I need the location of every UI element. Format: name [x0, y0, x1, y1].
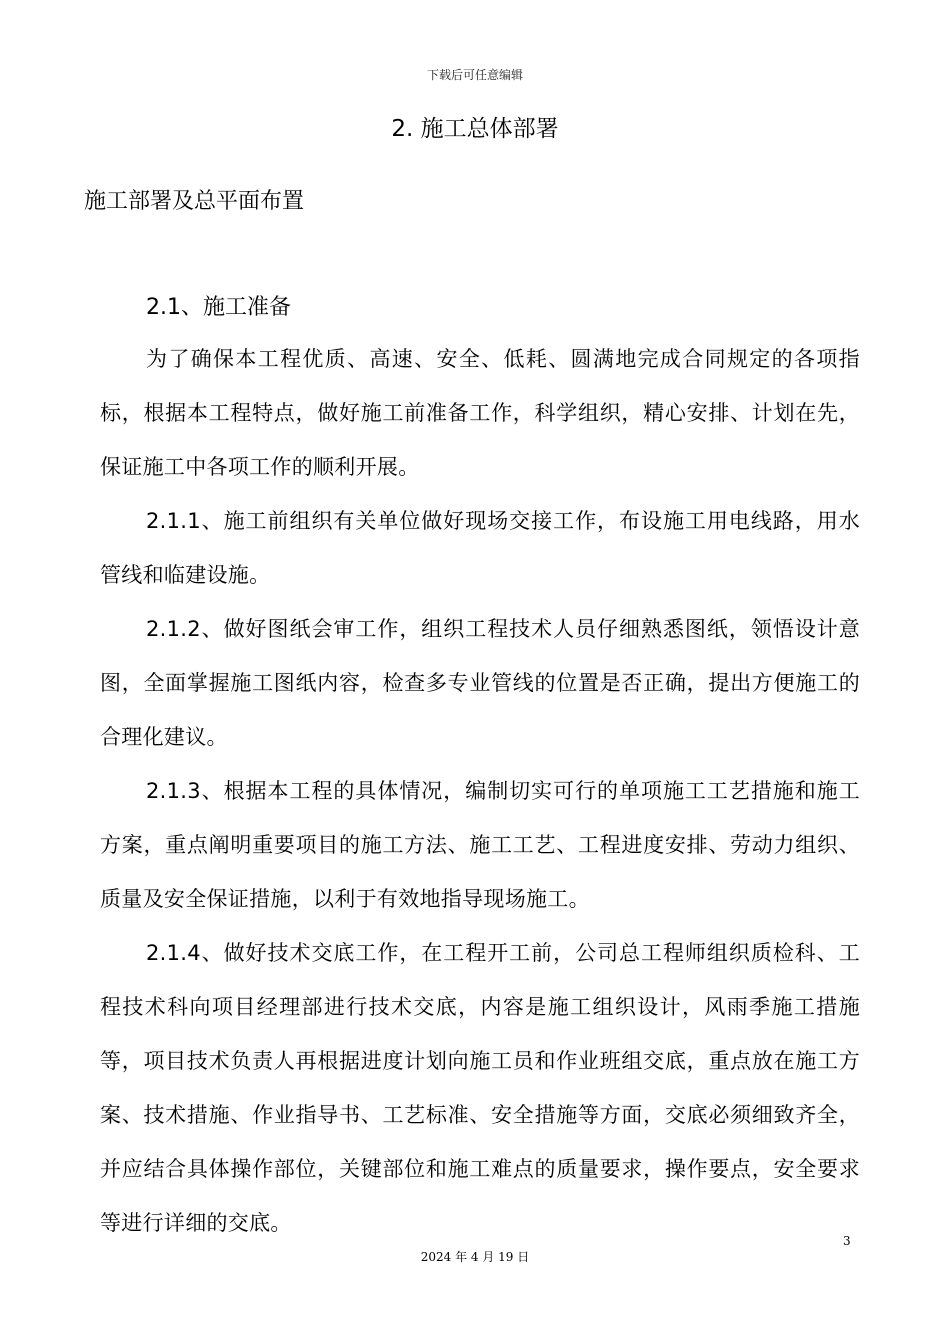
paragraph-2-1-4: 2.1.4、做好技术交底工作，在工程开工前，公司总工程师组织质检科、工程技术科向项目经理部进行技术交底，内容是施工组织设计，风雨季施工措施等，项目技术负责人再根据进度计划向施工员和作业班组交底，重点放在施工方案、技术措施、作业指导书、工艺标准、安全措施等方面，交底必须细致齐全，并应结合具体操作部位，关键部位和施工难点的质量要求，操作要点，安全要求等进行详细的交底。 [100, 941, 860, 1235]
footer-date: 2024 年 4 月 19 日 [420, 1250, 530, 1264]
sub-heading: 2.1、施工准备 [146, 295, 291, 320]
paragraph-2-1-3: 2.1.3、根据本工程的具体情况，编制切实可行的单项施工工艺措施和施工方案，重点阐明重要项目的施工方法、施工工艺、工程进度安排、劳动力组织、质量及安全保证措施，以利于有效地指导现场施工。 [100, 779, 860, 911]
page-number: 3 [843, 1234, 851, 1248]
section-heading: 施工部署及总平面布置 [84, 189, 305, 214]
paragraph-intro: 为了确保本工程优质、高速、安全、低耗、圆满地完成合同规定的各项指标，根据本工程特点，做好施工前准备工作，科学组织，精心安排、计划在先，保证施工中各项工作的顺利开展。 [100, 347, 860, 479]
paragraph-2-1-2: 2.1.2、做好图纸会审工作，组织工程技术人员仔细熟悉图纸，领悟设计意图，全面掌握施工图纸内容，检查多专业管线的位置是否正确，提出方便施工的合理化建议。 [100, 617, 860, 749]
document-title: 2. 施工总体部署 [391, 116, 559, 142]
paragraph-2-1-1: 2.1.1、施工前组织有关单位做好现场交接工作，布设施工用电线路，用水管线和临建设施。 [100, 509, 860, 587]
body-text [100, 332, 860, 1250]
header-note: 下载后可任意编辑 [426, 68, 523, 82]
